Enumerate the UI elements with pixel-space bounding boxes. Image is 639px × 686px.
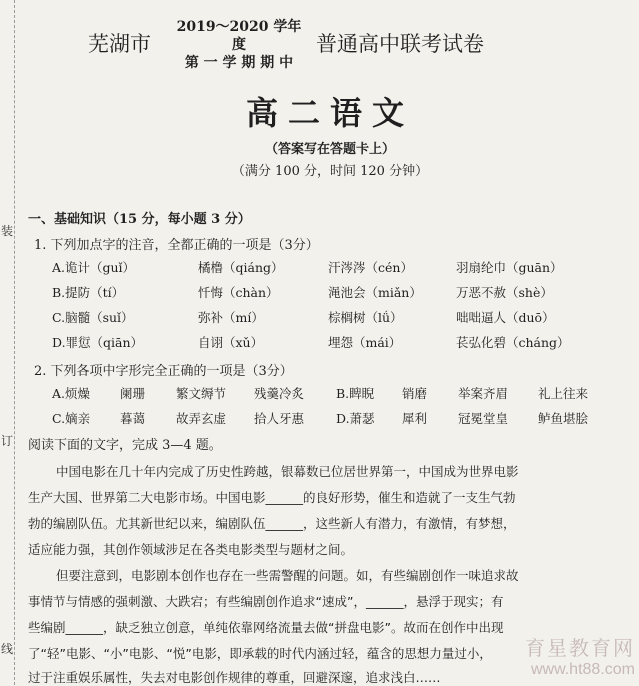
score-note: （满分 100 分，时间 120 分钟） <box>231 164 429 179</box>
title-term-block <box>174 18 304 72</box>
q2-option: A.烦燥 <box>52 386 91 401</box>
exam-title <box>88 10 588 71</box>
q2-option: 阑珊 <box>120 386 146 401</box>
q2-option: 故弄玄虚 <box>176 411 227 426</box>
q1-option: C.脑髓（suǐ） <box>52 310 134 325</box>
passage-line: 事情节与情感的强刺激、大跌宕；有些编剧创作追求“速成”，______，悬浮于现实；有 <box>28 594 504 609</box>
title-exam: 普通高中联考试卷 <box>316 32 484 56</box>
section-heading: 一、基础知识（15 分，每小题 3 分） <box>28 212 251 227</box>
q2-option: 礼上往来 <box>538 386 589 401</box>
q1-option: 忏悔（chàn） <box>198 285 279 300</box>
title-city: 芜湖市 <box>88 32 151 56</box>
reading-intro: 阅读下面的文字，完成 3—4 题。 <box>28 438 222 453</box>
q1-option: 棕榈树（lǘ） <box>328 310 403 325</box>
q1-option: B.提防（tí） <box>52 285 125 300</box>
q1-option: 自诩（xǔ） <box>198 335 264 350</box>
q1-option: 咄咄逼人（duō） <box>456 310 555 325</box>
passage-line: 些编剧______，缺乏独立创意，单纯依靠网络流量去做“拼盘电影”。故而在创作中出现 <box>28 620 504 635</box>
q2-option: 冠冕堂皇 <box>458 411 509 426</box>
exam-page <box>28 0 632 685</box>
q2-option: C.嫡亲 <box>52 411 91 426</box>
q2-option: 残羹冷炙 <box>254 386 305 401</box>
q2-option: B.睥睨 <box>336 386 375 401</box>
q1-option: 苌弘化碧（cháng） <box>456 335 570 350</box>
passage-line: 但要注意到，电影剧本创作也存在一些需警醒的问题。如，有些编剧创作一味追求故 <box>56 568 519 583</box>
q1-option: D.罪愆（qiān） <box>52 335 144 350</box>
binding-label-xian: 线 <box>1 642 14 656</box>
q1-option: A.诡计（guǐ） <box>52 260 136 275</box>
q1-option: 渑池会（miǎn） <box>328 285 422 300</box>
title-year: 2019～2020 学年度 <box>176 19 302 53</box>
q2-option: 繁文缛节 <box>176 386 227 401</box>
q1-option: 万恶不赦（shè） <box>456 285 553 300</box>
passage-line: 中国电影在几十年内完成了历史性跨越，银幕数已位居世界第一，中国成为世界电影 <box>56 464 519 479</box>
passage-line: 适应能力强，其创作领域涉足在各类电影类型与题材之间。 <box>28 542 354 557</box>
passage-line: 过于注重娱乐属性，失去对电影创作规律的尊重，回避深邃，追求浅白…… <box>28 670 441 685</box>
q2-option: 暮蔼 <box>120 411 146 426</box>
passage-line: 了“轻”电影、“小”电影、“悦”电影，即承载的时代内涵过轻，蕴含的思想力量过小， <box>28 646 492 661</box>
q2-option: 拾人牙惠 <box>254 411 305 426</box>
q1-option: 埋怨（mái） <box>328 335 402 350</box>
binding-label-ding: 订 <box>1 434 14 448</box>
subject-title: 高二语文 <box>245 94 414 132</box>
binding-label-zhuang: 装 <box>1 224 14 238</box>
watermark-url: www.ht88.com <box>530 661 635 678</box>
q1-option: 弥补（mí） <box>198 310 264 325</box>
q2-option: 销磨 <box>402 386 428 401</box>
answer-note: （答案写在答题卡上） <box>264 142 395 157</box>
q2-option: 举案齐眉 <box>458 386 509 401</box>
binding-line <box>0 0 15 685</box>
q2-option: 犀利 <box>402 411 428 426</box>
question-2-stem: 2. 下列各项中字形完全正确的一项是（3分） <box>34 364 293 379</box>
q2-option: 鲈鱼堪脍 <box>538 411 589 426</box>
watermark-title: 育星教育网 <box>525 638 635 660</box>
passage-line: 勃的编剧队伍。尤其新世纪以来，编剧队伍______，这些新人有潜力，有激情，有梦想， <box>28 516 516 531</box>
title-term: 第 一 学 期 期 中 <box>184 55 294 71</box>
q1-option: 汗涔涔（cén） <box>328 260 413 275</box>
q1-option: 橘橹（qiáng） <box>198 260 284 275</box>
question-1-stem: 1. 下列加点字的注音，全都正确的一项是（3分） <box>34 238 319 253</box>
watermark <box>525 632 635 679</box>
q1-option: 羽扇纶巾（guān） <box>456 260 563 275</box>
passage-line: 生产大国、世界第二大电影市场。中国电影______的良好形势，催生和造就了一支生气勃 <box>28 490 516 505</box>
q2-option: D.萧瑟 <box>336 411 375 426</box>
